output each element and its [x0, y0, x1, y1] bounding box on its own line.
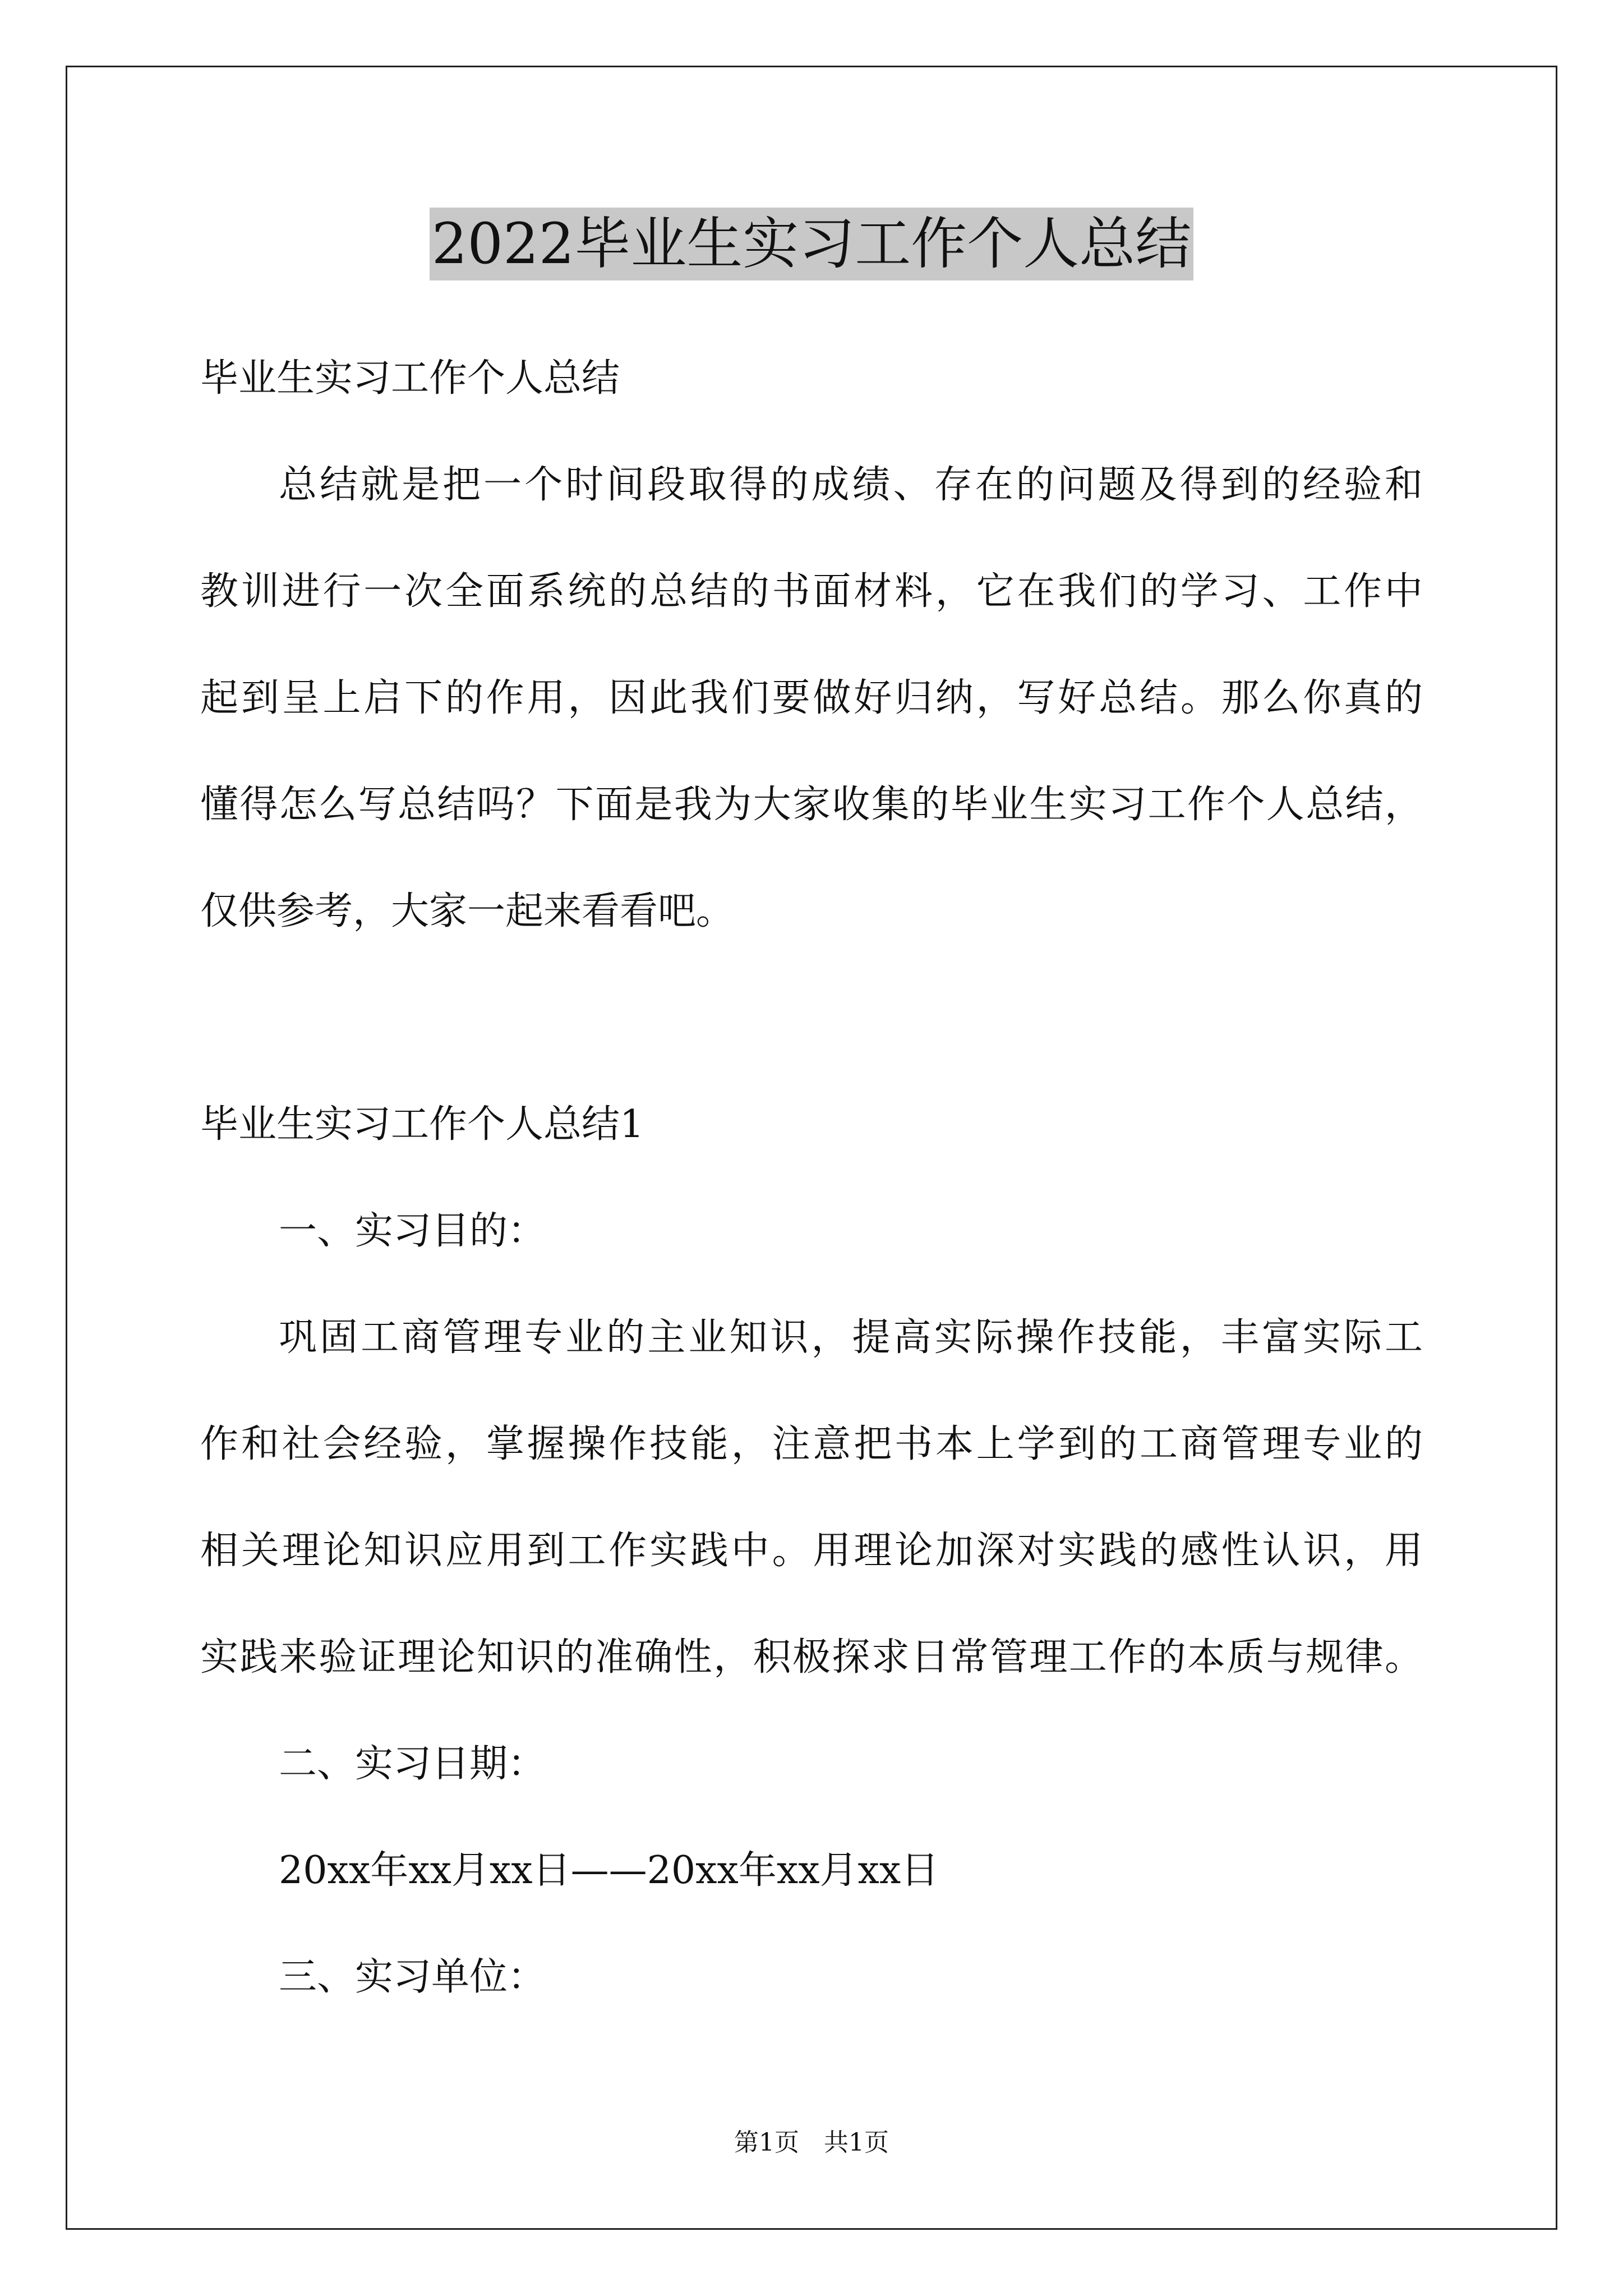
intro-line-1: 总结就是把一个时间段取得的成绩、存在的问题及得到的经验和	[279, 463, 1423, 507]
purpose-line-3: 相关理论知识应用到工作实践中。用理论加深对实践的感性认识，用	[200, 1529, 1423, 1573]
section-heading: 毕业生实习工作个人总结1	[200, 1102, 644, 1147]
purpose-line-1: 巩固工商管理专业的主业知识，提高实际操作技能，丰富实际工	[279, 1315, 1423, 1360]
intro-line-4: 懂得怎么写总结吗？下面是我为大家收集的毕业生实习工作个人总结，	[200, 783, 1423, 827]
page-footer: 第1页 共1页	[734, 2128, 889, 2157]
intro-line-5: 仅供参考，大家一起来看看吧。	[200, 889, 735, 933]
purpose-line-2: 作和社会经验，掌握操作技能，注意把书本上学到的工商管理专业的	[200, 1422, 1423, 1466]
heading-date: 二、实习日期：	[279, 1742, 546, 1786]
title-container	[0, 208, 1623, 280]
heading-unit: 三、实习单位：	[279, 1955, 546, 1999]
intro-line-3: 起到呈上启下的作用，因此我们要做好归纳，写好总结。那么你真的	[200, 676, 1423, 720]
document-title: 2022毕业生实习工作个人总结	[430, 208, 1194, 280]
purpose-line-4: 实践来验证理论知识的准确性，积极探求日常管理工作的本质与规律。	[200, 1635, 1423, 1680]
intro-line-2: 教训进行一次全面系统的总结的书面材料，它在我们的学习、工作中	[200, 569, 1423, 614]
heading-purpose: 一、实习目的：	[279, 1209, 546, 1253]
date-line: 20xx年xx月xx日——20xx年xx月xx日	[279, 1848, 939, 1893]
subtitle: 毕业生实习工作个人总结	[200, 356, 620, 401]
